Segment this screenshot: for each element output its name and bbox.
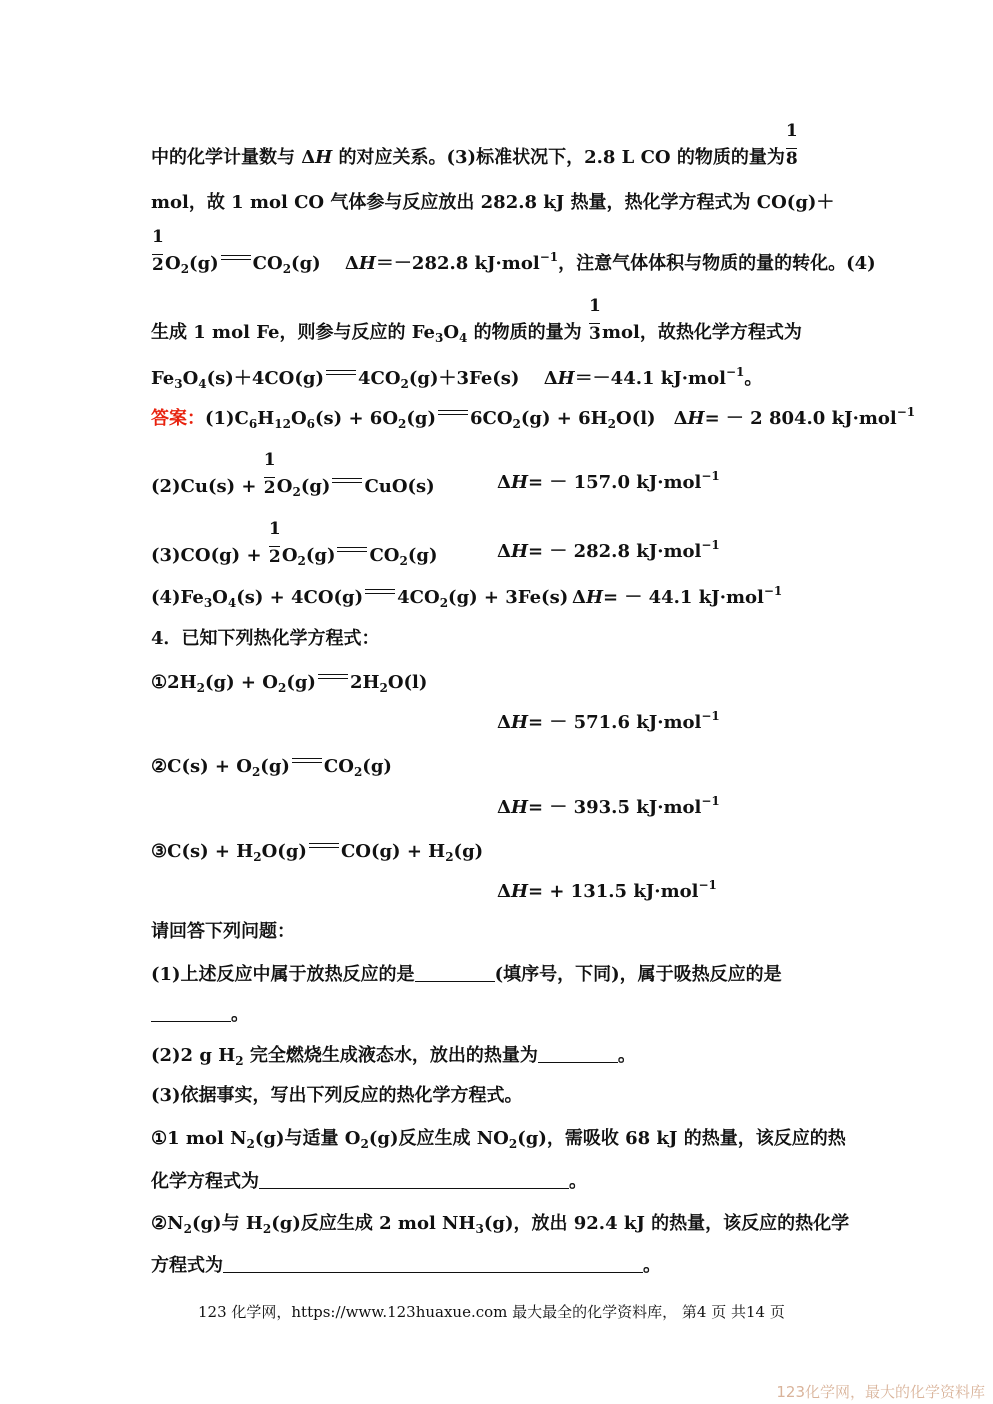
sub-question-2: (2)2 g $H_2$ 完全燃烧生成液态水，放出的热量为 。 [151,1045,636,1068]
fraction-1-8: $\frac{1}{8}$ [785,121,798,169]
answer-blank[interactable] [538,1046,618,1063]
answer-blank[interactable] [415,965,495,982]
sub-question-1: (1)上述反应中属于放热反应的是 (填序号，下同)，属于吸热反应的是 [151,964,782,985]
answer-line-3: (3)CO(g) + $\frac{1}{2}$ $O_2(g)$ $CO_2(g)$ [151,519,438,568]
question-4-title: 4．已知下列热化学方程式： [151,628,380,649]
answer-blank[interactable] [259,1172,569,1189]
sub-question-3-2: $②N_2(g)$与 $H_2(g)$反应生成 2 mol $NH_3(g)$，放出 92.4 kJ 的热量，该反应的热化学 [151,1213,850,1236]
answer-dh-4: ΔH= － 44.1 kJ·mol$^{-1}$ [572,584,783,608]
sub-question-3: (3)依据事实，写出下列反应的热化学方程式。 [151,1085,523,1106]
reaction-1: $①2H_2(g) + O_2(g)$ $2H_2O(l)$ [151,672,428,695]
reaction-1-dh: ΔH= － 571.6 kJ·mol$^{-1}$ [497,709,720,733]
watermark: 123化学网，最大的化学资料库 [776,1383,985,1401]
answer-dh-3: ΔH= － 282.8 kJ·mol$^{-1}$ [497,538,720,562]
reaction-2: ②C(s) + $O_2(g)$ $CO_2(g)$ [151,756,392,779]
reaction-3-dh: ΔH= + 131.5 kJ·mol$^{-1}$ [497,878,717,902]
sub-question-3-1: ①1 mol $N_2(g)$与适量 $O_2(g)$反应生成 $NO_2(g)$，需吸收 68 kJ 的热量，该反应的热 [151,1128,846,1151]
reaction-2-dh: ΔH= － 393.5 kJ·mol$^{-1}$ [497,794,720,818]
fraction-1-2: $\frac{1}{2}$ [152,227,164,275]
answer-blank[interactable] [151,1005,231,1022]
ask-line: 请回答下列问题： [151,921,295,942]
answer-label: 答案： [151,408,205,429]
text-line-1: 中的化学计量数与 ΔH 的对应关系。(3)标准状况下，2.8 L CO 的物质的量为 $\frac{1}{8}$ [151,121,798,169]
page-footer: 123 化学网，https://www.123huaxue.com 最大最全的化学资料库， 第4 页 共14 页 [198,1303,785,1321]
answer-line-4: $(4)Fe_3O_4(s) + 4CO(g) 4CO_2(g) + 3Fe(s)$ [151,587,569,610]
sub-question-3-1-cont: 化学方程式为 。 [151,1171,587,1192]
fraction-1-2: $\frac{1}{2}$ [268,519,281,567]
text-line-4: 生成 1 mol Fe，则参与反应的 $Fe_3O_4$ 的物质的量为 $\frac{1}{3}$ mol，故热化学方程式为 [151,296,802,345]
fraction-1-2: $\frac{1}{2}$ [263,450,276,498]
fraction-1-3: $\frac{1}{3}$ [588,296,601,344]
text-line-5: $Fe_3O_4(s)+4CO(g)$ $4CO_2(g)+3Fe(s)$ ΔH＝－44.1 kJ·mol$^{-1}$。 [151,365,763,391]
answer-line-2: (2)Cu(s) + $\frac{1}{2}$ $O_2(g)$ CuO(s) [151,450,435,499]
sub-question-3-2-cont: 方程式为 。 [151,1255,661,1276]
text-line-2: mol，故 1 mol CO 气体参与反应放出 282.8 kJ 热量，热化学方程式为 CO(g)＋ [151,192,835,213]
reaction-3: ③C(s) + $H_2O(g) CO(g) + H_2(g)$ [151,841,484,864]
text-line-3: $\frac{1}{2}$ $O_2(g)$ $CO_2(g)$ ΔH＝－282.8 kJ·mol$^{-1}$，注意气体体积与物质的量的转化。(4) [152,227,876,276]
answer-line-1: 答案：$(1)C_6H_{12}O_6(s) + 6O_2(g) 6CO_2(g) + 6H_2O(l)$ ΔH= － 2 804.0 kJ·mol$^{-1}$ [151,405,916,431]
answer-blank[interactable] [223,1256,643,1273]
answer-dh-2: ΔH= － 157.0 kJ·mol$^{-1}$ [497,469,720,493]
sub-question-1-cont: 。 [151,1005,249,1024]
